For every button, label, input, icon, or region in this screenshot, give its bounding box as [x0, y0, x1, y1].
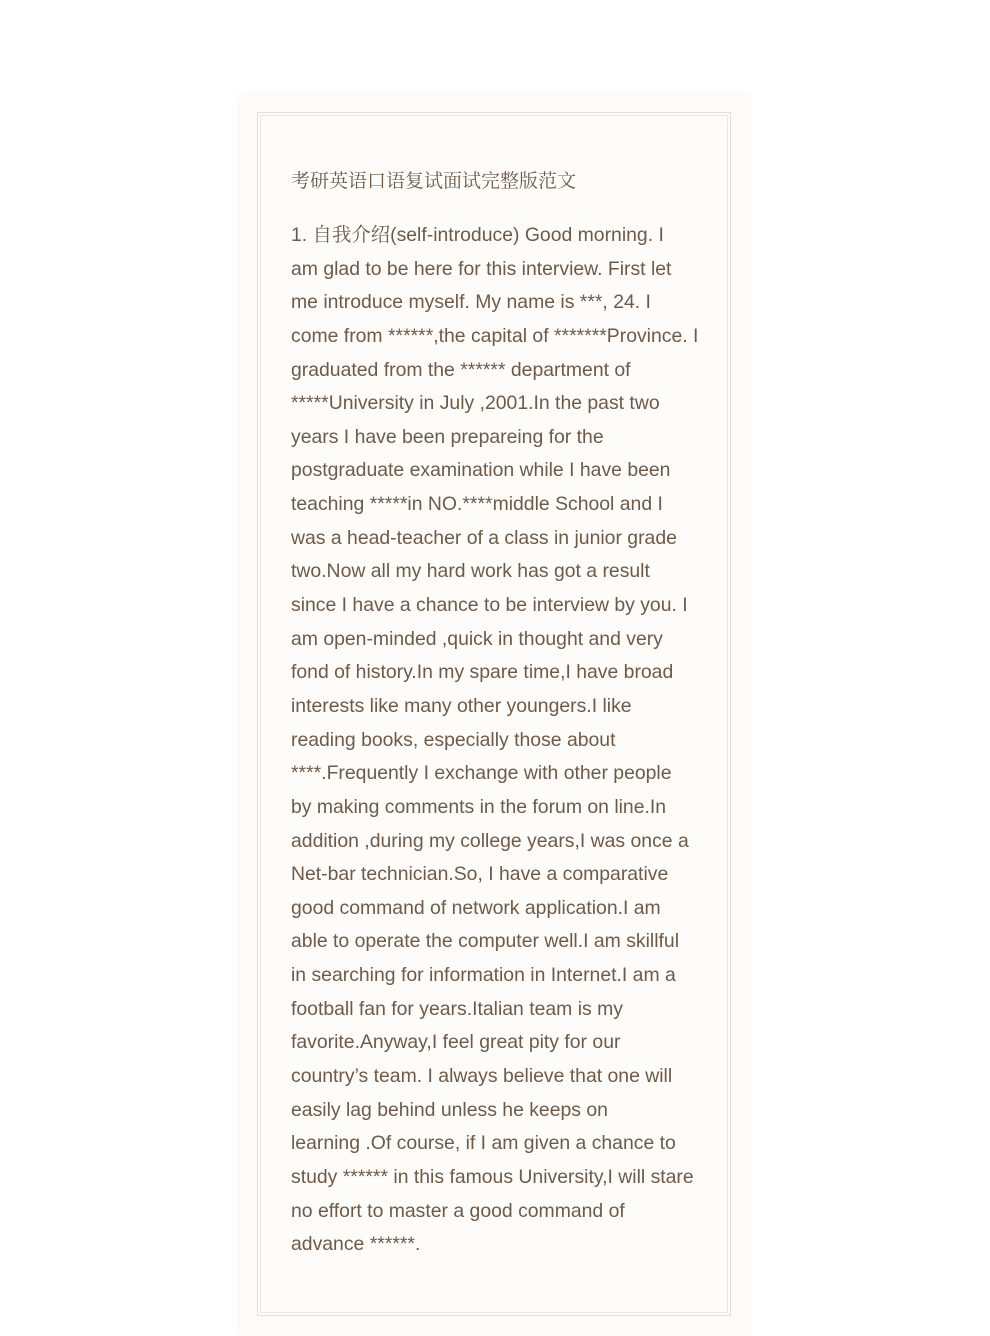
body-text-line: me introduce myself. My name is ***, 24. I: [291, 291, 651, 314]
body-text-line: able to operate the computer well.I am skillful: [291, 930, 680, 953]
body-text-line: Net-bar technician.So, I have a comparative: [291, 863, 669, 886]
body-text-line: since I have a chance to be interview by you. I: [291, 594, 688, 617]
body-text-line: fond of history.In my spare time,I have broad: [291, 661, 674, 684]
body-text-line: advance ******.: [291, 1233, 421, 1256]
body-text-line: ****.Frequently I exchange with other people: [291, 762, 672, 785]
body-text-line: interests like many other youngers.I like: [291, 694, 632, 717]
body-text-line: easily lag behind unless he keeps on: [291, 1098, 608, 1121]
body-text-line: study ****** in this famous University,I will stare: [291, 1165, 694, 1188]
body-text-line: postgraduate examination while I have been: [291, 459, 671, 482]
body-text-line: am open-minded ,quick in thought and very: [291, 627, 663, 650]
body-text-line: *****University in July ,2001.In the past two: [291, 392, 660, 415]
body-text-line: addition ,during my college years,I was once a: [291, 829, 689, 852]
body-text-line: no effort to master a good command of: [291, 1199, 625, 1222]
body-text-line: graduated from the ****** department of: [291, 358, 631, 381]
body-text-line: come from ******,the capital of *******Province. I: [291, 324, 699, 347]
body-text-line: by making comments in the forum on line.In: [291, 795, 667, 818]
body-text-line: years I have been prepareing for the: [291, 425, 604, 448]
body-text-line: favorite.Anyway,I feel great pity for our: [291, 1031, 621, 1054]
body-text-line: in searching for information in Internet.I am a: [291, 964, 676, 987]
document-title: 考研英语口语复试面试完整版范文: [291, 170, 577, 192]
body-text-line: country’s team. I always believe that one will: [291, 1065, 673, 1088]
body-text-line: reading books, especially those about: [291, 728, 616, 751]
body-text-line: football fan for years.Italian team is my: [291, 997, 623, 1020]
body-text-line: am glad to be here for this interview. First let: [291, 257, 672, 280]
body-text-line: was a head-teacher of a class in junior grade: [291, 526, 677, 549]
body-text-line: 1. 自我介绍(self-introduce) Good morning. I: [291, 224, 664, 246]
document-body: [291, 219, 709, 1262]
body-text-line: teaching *****in NO.****middle School and I: [291, 493, 663, 516]
body-text-line: good command of network application.I am: [291, 896, 661, 919]
body-text-line: learning .Of course, if I am given a chance to: [291, 1132, 676, 1155]
body-text-line: two.Now all my hard work has got a result: [291, 560, 650, 583]
